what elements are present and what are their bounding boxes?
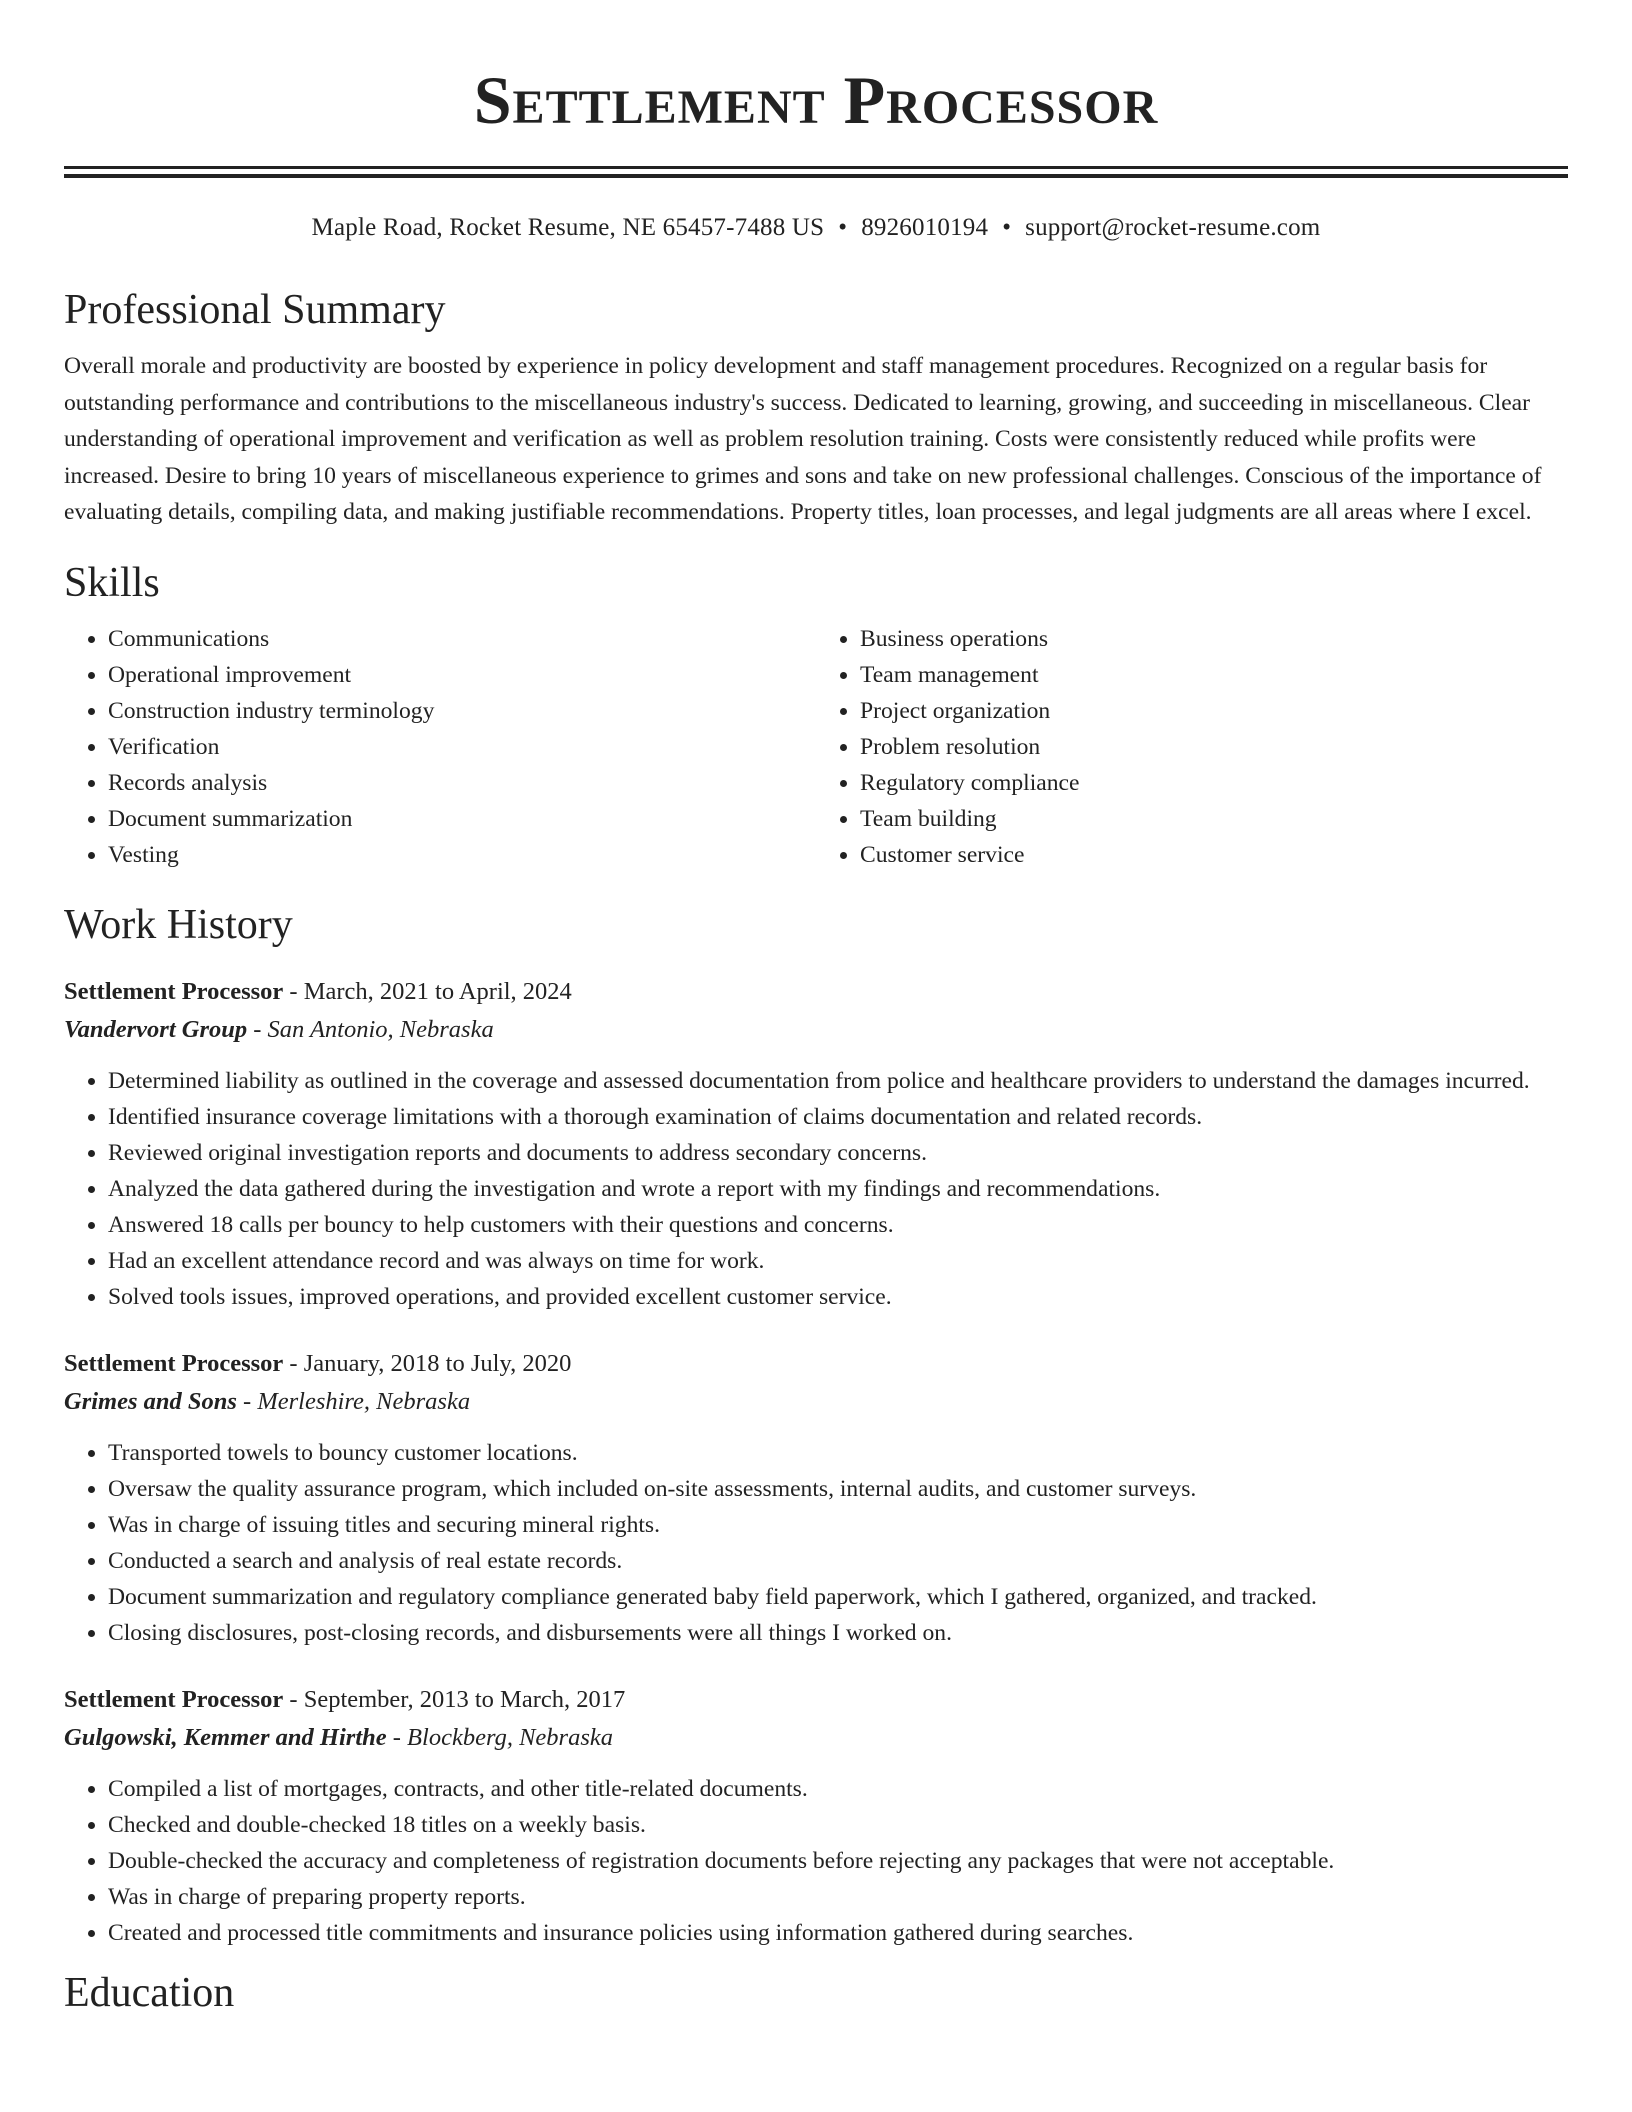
job-entry	[64, 973, 1568, 1315]
job-bullet: • Transported towels to bouncy customer locations.	[108, 1435, 1568, 1471]
job-bullet: • Reviewed original investigation reports and documents to address secondary concerns.	[108, 1135, 1568, 1171]
contact-separator: •	[1002, 214, 1012, 241]
skill-item: • Operational improvement	[108, 657, 816, 693]
job-title: Settlement Processor	[64, 1349, 284, 1377]
job-bullet: • Identified insurance coverage limitations with a thorough examination of claims documentation and related records.	[108, 1099, 1568, 1135]
job-company: Grimes and Sons	[64, 1387, 237, 1415]
job-title-line	[64, 1681, 1568, 1719]
job-company: Vandervort Group	[64, 1015, 248, 1043]
job-bullet: • Checked and double-checked 18 titles on a weekly basis.	[108, 1807, 1568, 1843]
header-rule-bottom	[64, 174, 1568, 178]
job-bullet: • Closing disclosures, post-closing records, and disbursements were all things I worked on.	[108, 1615, 1568, 1651]
job-bullet: • Was in charge of preparing property reports.	[108, 1879, 1568, 1915]
job-location: - Merleshire, Nebraska	[236, 1387, 471, 1415]
summary-heading: Professional Summary	[64, 287, 446, 333]
contact-separator: •	[838, 214, 848, 241]
job-company-line	[64, 1383, 1568, 1421]
summary-text: Overall morale and productivity are boosted by experience in policy development and staff management procedures. Recognized on a regular basis for outstanding performance and contributions to the miscellaneous industry's success. Dedicated to learning, growing, and succeeding in miscellaneous. Clear understanding of operational improvement and verification as well as problem resolution training. Costs were consistently reduced while profits were increased. Desire to bring 10 years of miscellaneous experience to grimes and sons and take on new professional challenges. Conscious of the importance of evaluating details, compiling data, and making justifiable recommendations. Property titles, loan processes, and legal judgments are all areas where I excel.	[64, 353, 1542, 525]
job-title-line	[64, 1345, 1568, 1383]
job-company: Gulgowski, Kemmer and Hirthe	[64, 1723, 387, 1751]
skill-item: • Records analysis	[108, 765, 816, 801]
skills-column-left	[64, 621, 816, 873]
job-bullet: • Compiled a list of mortgages, contracts, and other title-related documents.	[108, 1771, 1568, 1807]
skills-heading: Skills	[64, 559, 160, 606]
skill-item: • Construction industry terminology	[108, 693, 816, 729]
job-bullet: • Answered 18 calls per bouncy to help customers with their questions and concerns.	[108, 1207, 1568, 1243]
skill-item: • Vesting	[108, 837, 816, 873]
job-dates: - September, 2013 to March, 2017	[283, 1685, 626, 1713]
skill-item: • Project organization	[860, 693, 1568, 729]
job-bullet: • Oversaw the quality assurance program, which included on-site assessments, internal audits, and customer surveys.	[108, 1471, 1568, 1507]
skills-column-right	[816, 621, 1568, 873]
job-bullets	[64, 1771, 1568, 1951]
resume-page	[64, 0, 1568, 2019]
header-rule-top	[64, 166, 1568, 169]
job-dates: - January, 2018 to July, 2020	[283, 1349, 572, 1377]
contact-email: support@rocket-resume.com	[1025, 214, 1321, 241]
job-bullet: • Analyzed the data gathered during the investigation and wrote a report with my findings and recommendations.	[108, 1171, 1568, 1207]
job-bullet: • Double-checked the accuracy and completeness of registration documents before rejecting any packages that were not acceptable.	[108, 1843, 1568, 1879]
job-bullet: • Had an excellent attendance record and was always on time for work.	[108, 1243, 1568, 1279]
skill-item: • Team building	[860, 801, 1568, 837]
job-entry	[64, 1345, 1568, 1651]
job-title: Settlement Processor	[64, 1685, 284, 1713]
job-bullets	[64, 1063, 1568, 1315]
job-entry	[64, 1681, 1568, 1951]
job-bullet: • Document summarization and regulatory compliance generated baby field paperwork, which I gathered, organized, and tracked.	[108, 1579, 1568, 1615]
job-location: - San Antonio, Nebraska	[247, 1015, 494, 1043]
job-title-line	[64, 973, 1568, 1011]
job-bullet: • Determined liability as outlined in the coverage and assessed documentation from police and healthcare providers to understand the damages incurred.	[108, 1063, 1568, 1099]
candidate-name: Settlement Processor	[473, 62, 1159, 138]
contact-address: Maple Road, Rocket Resume, NE 65457-7488 US	[311, 214, 825, 241]
job-bullets	[64, 1435, 1568, 1651]
education-heading: Education	[64, 1969, 235, 2016]
job-company-line	[64, 1719, 1568, 1757]
skill-item: • Document summarization	[108, 801, 816, 837]
contact-phone: 8926010194	[861, 214, 989, 241]
job-company-line	[64, 1011, 1568, 1049]
contact-line	[64, 212, 1568, 244]
skill-item: • Verification	[108, 729, 816, 765]
job-bullet: • Conducted a search and analysis of real estate records.	[108, 1543, 1568, 1579]
skill-item: • Communications	[108, 621, 816, 657]
work-history-heading: Work History	[64, 901, 293, 948]
skill-item: • Problem resolution	[860, 729, 1568, 765]
skills-list	[64, 621, 1568, 873]
skill-item: • Team management	[860, 657, 1568, 693]
skill-item: • Customer service	[860, 837, 1568, 873]
job-title: Settlement Processor	[64, 977, 284, 1005]
job-location: - Blockberg, Nebraska	[386, 1723, 613, 1751]
skill-item: • Business operations	[860, 621, 1568, 657]
job-bullet: • Solved tools issues, improved operations, and provided excellent customer service.	[108, 1279, 1568, 1315]
job-bullet: • Created and processed title commitments and insurance policies using information gathered during searches.	[108, 1915, 1568, 1951]
job-bullet: • Was in charge of issuing titles and securing mineral rights.	[108, 1507, 1568, 1543]
job-dates: - March, 2021 to April, 2024	[283, 977, 572, 1005]
skill-item: • Regulatory compliance	[860, 765, 1568, 801]
